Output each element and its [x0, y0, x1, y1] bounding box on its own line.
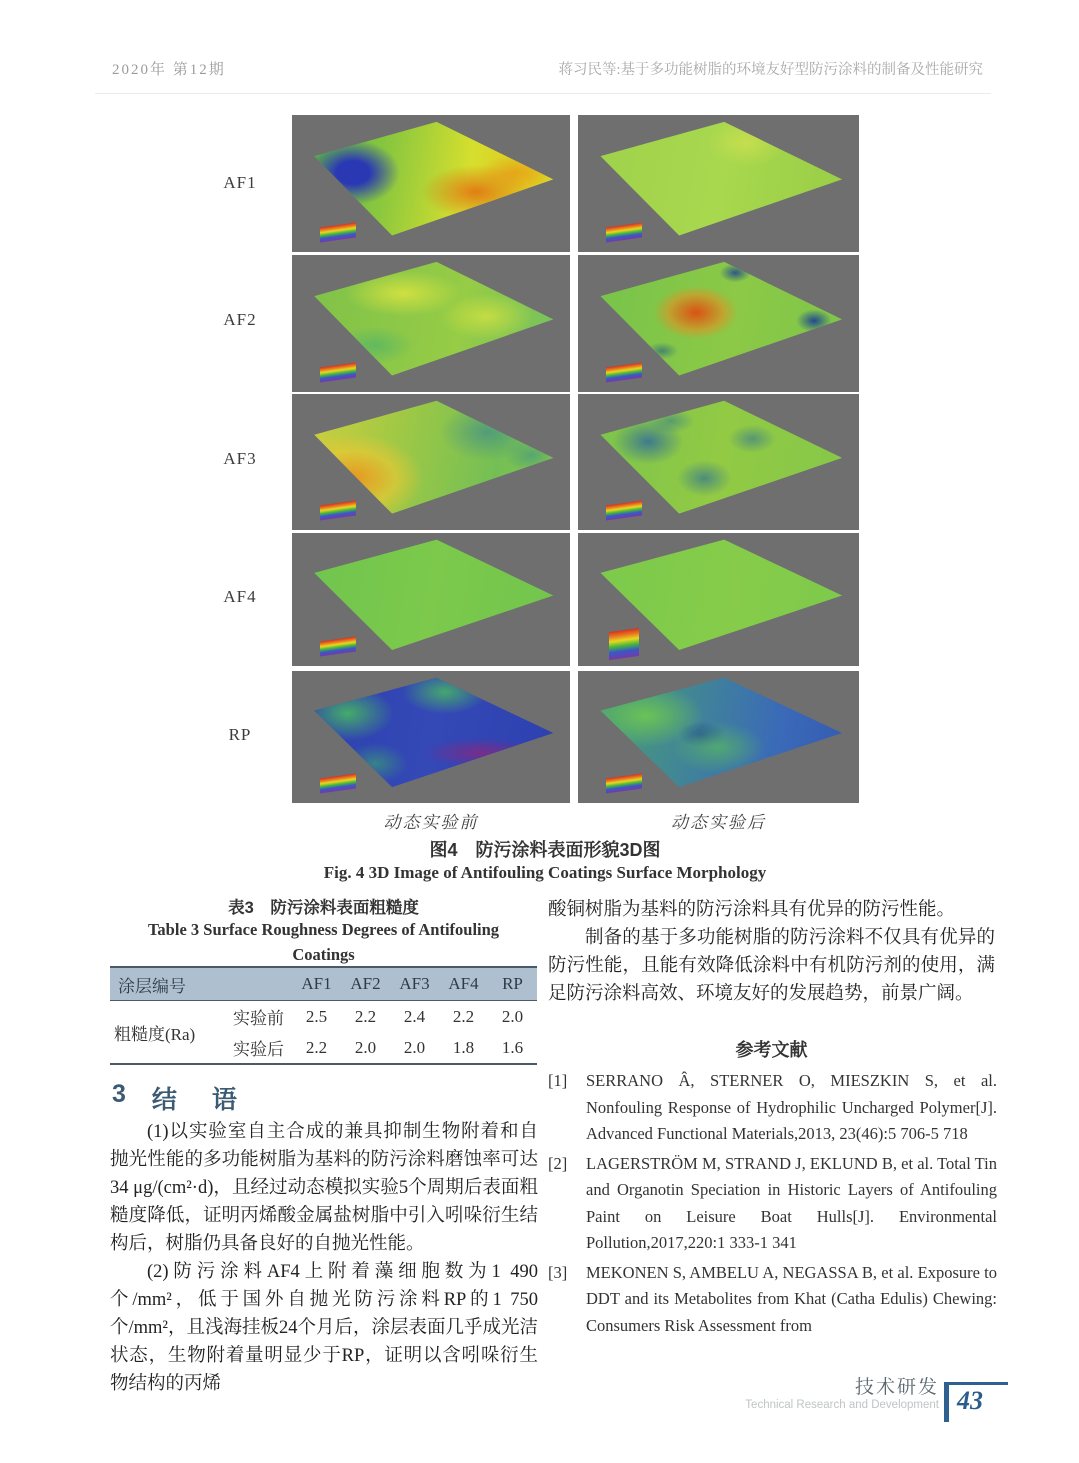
table-header-row — [110, 967, 537, 1001]
table-header-rp: RP — [488, 967, 537, 1001]
figure-row-label-af3: AF3 — [223, 449, 257, 468]
reference-number: [3] — [548, 1262, 568, 1282]
journal-issue: 2020年 第12期 — [112, 62, 226, 78]
panel-af1-before — [292, 115, 570, 252]
figure-caption-zh: 图4 防污涂料表面形貌3D图 — [429, 840, 661, 860]
rainbow-colorbar-icon — [609, 628, 639, 660]
panel-af2-after — [578, 255, 859, 392]
table-header-af1: AF1 — [292, 967, 341, 1001]
cell: 1.6 — [501, 1037, 524, 1057]
table-header-af2: AF2 — [341, 967, 390, 1001]
references-title: 参考文献 — [735, 1040, 808, 1060]
panel-af3-before — [292, 394, 570, 530]
footer-section-zh: 技术研发 — [854, 1377, 939, 1398]
roughness-table — [110, 966, 537, 1065]
panel-rp-before — [292, 671, 570, 803]
rainbow-colorbar-icon — [320, 362, 356, 382]
footer-section-en: Technical Research and Development — [745, 1399, 939, 1411]
caption-before-test: 动态实验前 — [383, 813, 479, 832]
header-rule — [95, 93, 991, 94]
reference-item — [548, 1068, 997, 1148]
reference-number: [1] — [548, 1071, 568, 1090]
reference-number: [2] — [548, 1153, 568, 1173]
row-label-before: 实验前 — [233, 1009, 284, 1028]
rainbow-colorbar-icon — [606, 500, 642, 520]
conclusion-paragraph-2: (2)防污涂料AF4上附着藻细胞数为1 490个/mm²，低于国外自抛光防污涂料RP的1 750 个/mm²，且浅海挂板24个月后，涂层表面几乎成光洁状态，生物附着量明显少于RP，证明以含吲哚衍生物结构的丙烯 — [110, 1262, 538, 1394]
paragraph-2: 制备的基于多功能树脂的防污涂料不仅具有优异的防污性能，且能有效降低涂料中有机防污剂的使用，满足防污涂料高效、环境友好的发展趋势，前景广阔。 — [548, 928, 995, 1004]
panel-af4-before — [292, 533, 570, 666]
table-header-af4: AF4 — [439, 967, 488, 1001]
panel-af3-after — [578, 394, 859, 530]
rainbow-colorbar-icon — [320, 637, 356, 657]
cell: 1.8 — [452, 1037, 475, 1057]
conclusion-paragraphs — [110, 1118, 538, 1398]
page-number: 43 — [957, 1386, 983, 1415]
panel-af1-after — [578, 115, 859, 252]
table-row — [110, 1001, 537, 1033]
conclusion-paragraph-1: (1)以实验室自主合成的兼具抑制生物附着和自抛光性能的多功能树脂为基料的防污涂料磨蚀率可达34 μg/(cm²·d)，且经过动态模拟实验5个周期后表面粗糙度降低，证明丙烯酸金属盐树脂中引入吲哚衍生结构后，树脂仍具备良好的自抛光性能。 — [110, 1122, 538, 1254]
cell: 2.0 — [354, 1037, 377, 1057]
cell: 2.0 — [501, 1006, 524, 1026]
cell: 2.2 — [452, 1006, 475, 1026]
figure-row-label-rp: RP — [228, 725, 252, 744]
panel-af2-before — [292, 255, 570, 392]
table-title-en2: Coatings — [292, 945, 355, 964]
section-heading — [112, 1080, 251, 1116]
table-title-zh: 表3 防污涂料表面粗糙度 — [228, 899, 419, 917]
paragraph-continued: 酸铜树脂为基料的防污涂料具有优异的防污性能。 — [548, 900, 956, 920]
section-title: 结 语 — [151, 1086, 251, 1114]
reference-text: SERRANO Â, STERNER O, MIESZKIN S, et al. Nonfouling Response of Hydrophilic Uncharged Polymer[J]. Advanced Functional Materials,2013, 23(46):5 706-5 718 — [586, 1071, 997, 1143]
rainbow-colorbar-icon — [606, 774, 642, 794]
cell: 2.0 — [403, 1037, 426, 1057]
table-header-af3: AF3 — [390, 967, 439, 1001]
row-group-roughness: 粗糙度(Ra) — [114, 1024, 196, 1044]
figure-caption-en: Fig. 4 3D Image of Antifouling Coatings Surface Morphology — [323, 863, 767, 882]
panel-rp-after — [578, 671, 859, 803]
reference-text: LAGERSTRÖM M, STRAND J, EKLUND B, et al. Total Tin and Organotin Speciation in Historic Layers of Antifouling Paint on Leisure Boat Hulls[J]. Environmental Pollution,2017,220:1 333-1 341 — [586, 1153, 997, 1252]
reference-item — [548, 1260, 997, 1340]
page-number-badge — [944, 1382, 1008, 1427]
table-header-coating-id: 涂层编号 — [110, 967, 292, 1001]
rainbow-colorbar-icon — [320, 222, 356, 242]
caption-after-test: 动态实验后 — [671, 813, 766, 832]
rainbow-colorbar-icon — [606, 362, 642, 382]
cell: 2.2 — [354, 1006, 377, 1026]
panel-af4-after — [578, 533, 859, 666]
cell: 2.2 — [305, 1037, 328, 1057]
running-title: 蒋习民等:基于多功能树脂的环境友好型防污涂料的制备及性能研究 — [558, 62, 983, 78]
cell: 2.4 — [403, 1006, 426, 1026]
references-list — [548, 1068, 997, 1342]
figure-row-label-af1: AF1 — [223, 173, 257, 192]
rainbow-colorbar-icon — [320, 500, 356, 520]
figure-row-label-af4: AF4 — [223, 587, 257, 606]
right-column-paragraphs — [548, 896, 995, 1008]
reference-text: MEKONEN S, AMBELU A, NEGASSA B, et al. Exposure to DDT and its Metabolites from Khat (Catha Edulis) Chewing: Consumers Risk Assessment from — [586, 1262, 997, 1335]
rainbow-colorbar-icon — [606, 222, 642, 242]
figure-row-label-af2: AF2 — [223, 310, 257, 329]
rainbow-colorbar-icon — [320, 774, 356, 794]
reference-item — [548, 1151, 997, 1257]
cell: 2.5 — [305, 1006, 328, 1026]
row-label-after: 实验后 — [233, 1040, 284, 1059]
section-number: 3 — [112, 1080, 126, 1108]
badge-bar — [944, 1385, 949, 1422]
table-title-en: Table 3 Surface Roughness Degrees of Antifouling — [147, 920, 500, 939]
